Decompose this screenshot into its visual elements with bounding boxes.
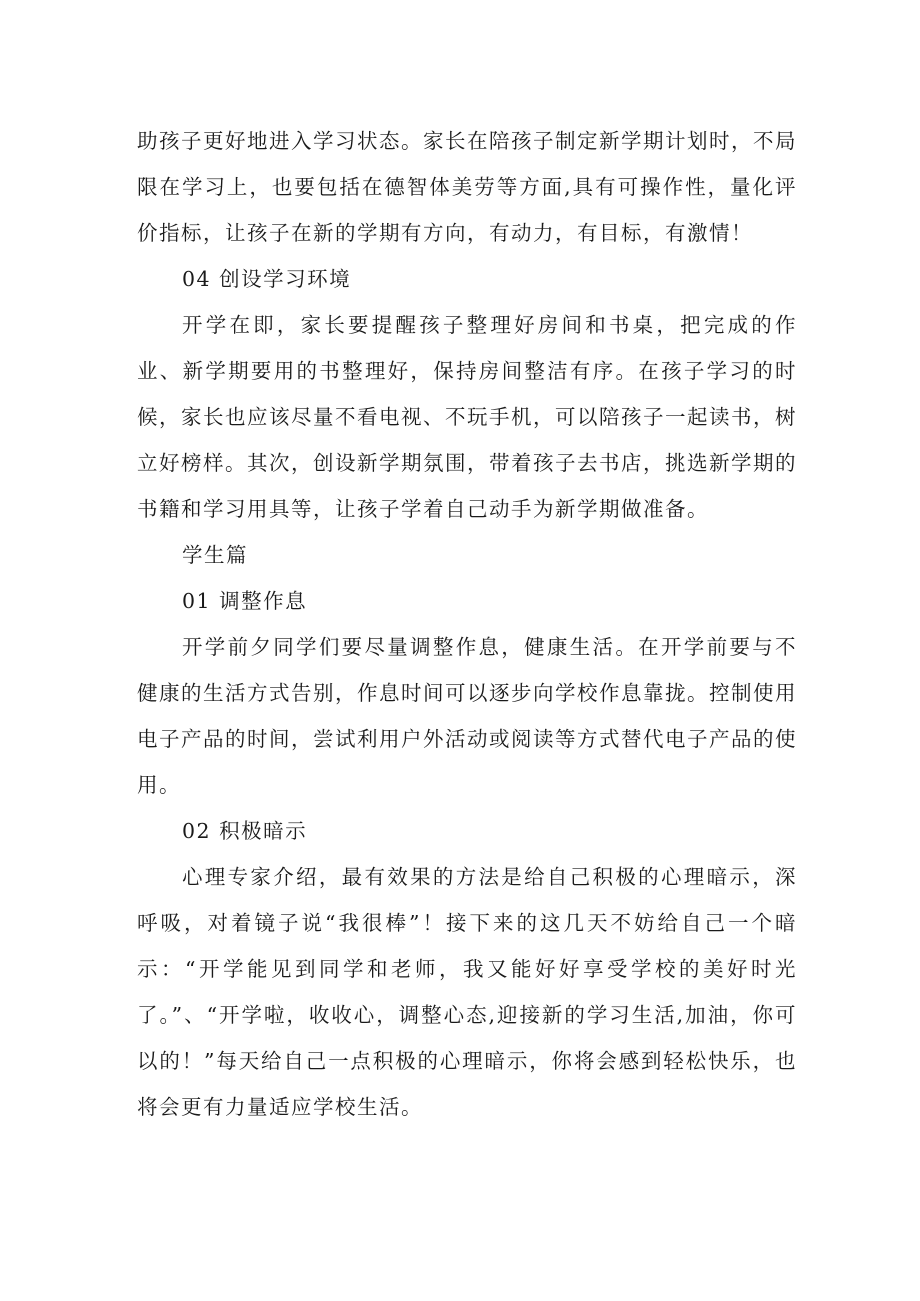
- document-body: [137, 118, 797, 1130]
- section-heading-02: 02 积极暗示: [182, 819, 308, 843]
- paragraph-adjust-schedule: 开学前夕同学们要尽量调整作息，健康生活。在开学前要与不健康的生活方式告别，作息时间可以逐步向学校作息靠拢。控制使用电子产品的时间，尝试利用户外活动或阅读等方式替代电子产品的使用。: [137, 635, 797, 797]
- section-heading-01: 01 调整作息: [182, 589, 308, 613]
- paragraph-continuation: 助孩子更好地进入学习状态。家长在陪孩子制定新学期计划时，不局限在学习上，也要包括在德智体美劳等方面,具有可操作性，量化评价指标，让孩子在新的学期有方向，有动力，有目标，有激情！: [137, 129, 797, 245]
- paragraph-positive-suggestion: 心理专家介绍，最有效果的方法是给自己积极的心理暗示，深呼吸，对着镜子说“我很棒”！接下来的这几天不妨给自己一个暗示：“开学能见到同学和老师，我又能好好享受学校的美好时光了。”、“开学啦，收收心，调整心态,迎接新的学习生活,加油，你可以的！”每天给自己一点积极的心理暗示，你将会感到轻松快乐，也将会更有力量适应学校生活。: [137, 865, 797, 1119]
- part-heading-students: 学生篇: [182, 543, 248, 567]
- paragraph-learning-environment: 开学在即，家长要提醒孩子整理好房间和书桌，把完成的作业、新学期要用的书整理好，保持房间整洁有序。在孩子学习的时候，家长也应该尽量不看电视、不玩手机，可以陪孩子一起读书，树立好榜样。其次，创设新学期氛围，带着孩子去书店，挑选新学期的书籍和学习用具等，让孩子学着自己动手为新学期做准备。: [137, 313, 797, 521]
- section-heading-04: 04 创设学习环境: [182, 267, 352, 291]
